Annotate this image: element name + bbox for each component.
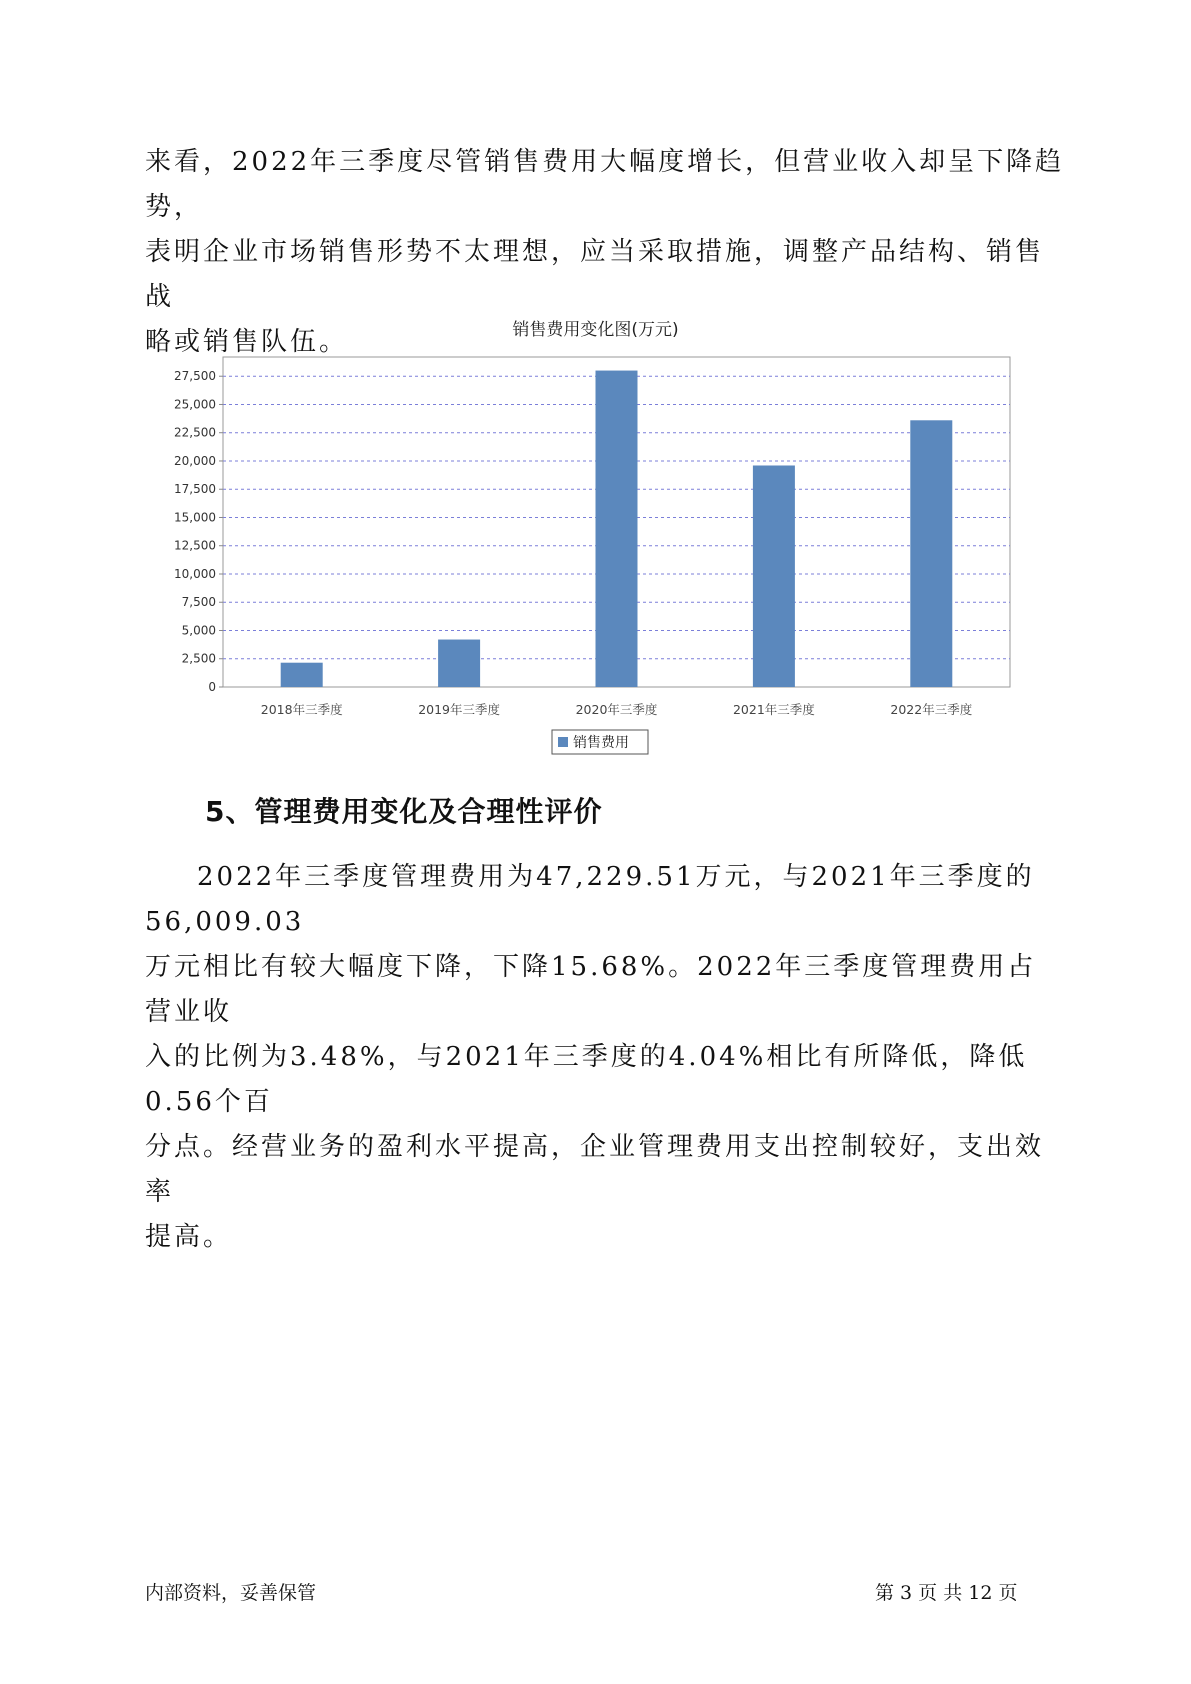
y-tick-label: 2,500 xyxy=(181,651,216,666)
x-tick-label: 2022年三季度 xyxy=(890,702,973,717)
intro-line-2: 表明企业市场销售形势不太理想，应当采取措施，调整产品结构、销售战 xyxy=(145,237,1045,312)
footer-confidential: 内部资料，妥善保管 xyxy=(145,1582,317,1604)
legend-swatch xyxy=(558,737,568,747)
y-tick-label: 12,500 xyxy=(174,538,216,553)
bar xyxy=(281,663,323,687)
section-line-1: 2022年三季度管理费用为47,229.51万元，与2021年三季度的56,009.03 xyxy=(145,862,1035,937)
sales-expense-bar-chart xyxy=(140,345,1020,765)
y-tick-label: 25,000 xyxy=(174,397,216,412)
y-tick-label: 7,500 xyxy=(181,595,216,610)
x-tick-label: 2020年三季度 xyxy=(575,702,658,717)
y-tick-label: 10,000 xyxy=(174,566,216,581)
y-tick-label: 5,000 xyxy=(181,623,216,638)
y-tick-label: 22,500 xyxy=(174,425,216,440)
legend-label: 销售费用 xyxy=(573,735,629,751)
x-tick-label: 2018年三季度 xyxy=(260,702,343,717)
section-line-5: 提高。 xyxy=(145,1222,233,1252)
y-tick-label: 20,000 xyxy=(174,453,216,468)
y-tick-label: 0 xyxy=(208,680,216,694)
x-tick-label: 2021年三季度 xyxy=(732,702,815,717)
intro-line-3: 略或销售队伍。 xyxy=(145,327,349,357)
bar xyxy=(596,371,638,687)
management-expense-paragraph xyxy=(145,855,1065,1260)
bar xyxy=(753,465,795,687)
x-tick-label: 2019年三季度 xyxy=(418,702,501,717)
chart-title: 销售费用变化图(万元) xyxy=(512,320,679,340)
y-tick-label: 15,000 xyxy=(174,510,216,525)
section-line-4: 分点。经营业务的盈利水平提高，企业管理费用支出控制较好，支出效率 xyxy=(145,1132,1045,1207)
section-line-3: 入的比例为3.48%，与2021年三季度的4.04%相比有所降低，降低0.56个百 xyxy=(145,1042,1028,1117)
bar xyxy=(438,640,480,687)
section-heading: 5、管理费用变化及合理性评价 xyxy=(205,795,603,828)
footer-page-number: 第 3 页 共 12 页 xyxy=(875,1582,1018,1604)
bar xyxy=(910,420,952,687)
intro-line-1: 来看，2022年三季度尽管销售费用大幅度增长，但营业收入却呈下降趋势， xyxy=(145,147,1065,222)
section-line-2: 万元相比有较大幅度下降，下降15.68%。2022年三季度管理费用占营业收 xyxy=(145,952,1037,1027)
y-tick-label: 27,500 xyxy=(174,369,216,384)
y-tick-label: 17,500 xyxy=(174,482,216,497)
